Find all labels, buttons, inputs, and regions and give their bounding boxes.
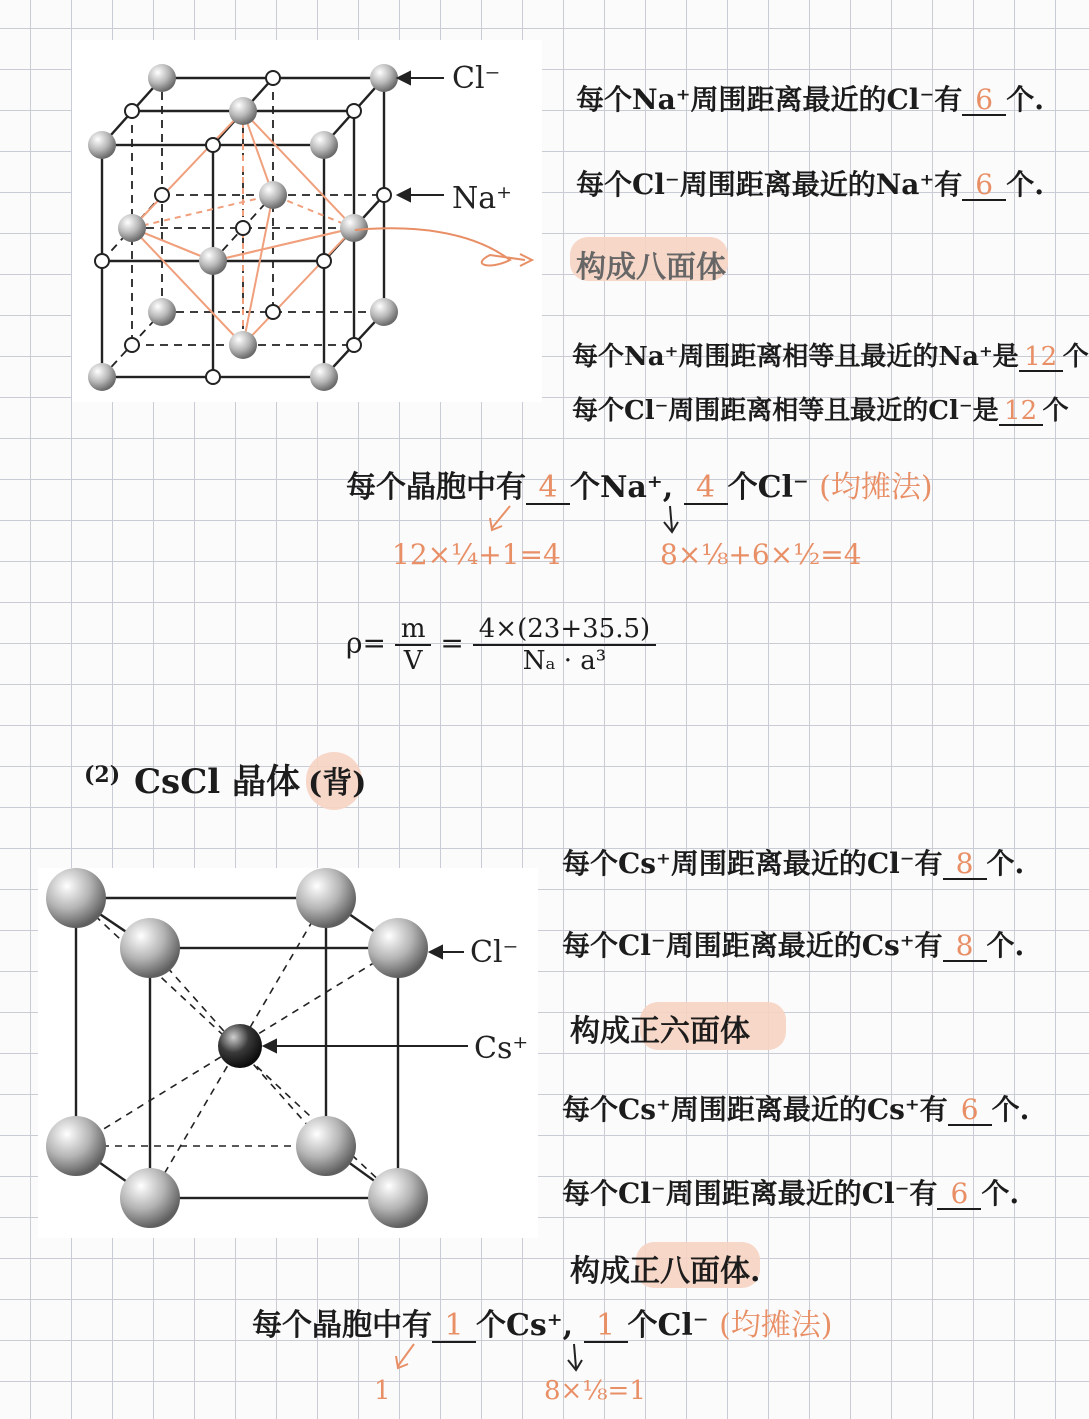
- nacl-cell-cl-answer: 4: [684, 473, 728, 505]
- cscl-q2-text: 每个Cl⁻周围距离最近的Cs⁺有: [562, 929, 943, 962]
- cscl-q1-answer: 8: [943, 850, 987, 880]
- density-denominator: Nₐ · a³: [522, 646, 607, 676]
- cscl-q1-text: 每个Cs⁺周围距离最近的Cl⁻有: [562, 847, 943, 880]
- cscl-cl-calculation: 8×⅛=1: [544, 1376, 646, 1406]
- cs-ion-label: Cs⁺: [474, 1031, 529, 1066]
- cscl-cell-cs-answer: 1: [432, 1311, 476, 1343]
- nacl-q2-suffix: 个.: [1006, 168, 1044, 201]
- nacl-cell-na-answer: 4: [526, 473, 570, 505]
- cscl-cs-calculation: 1: [374, 1376, 391, 1406]
- nacl-cl-calculation: 8×⅛+6×½=4: [660, 538, 862, 571]
- nacl-question-4: [572, 390, 1069, 427]
- cscl-crystal-figure: [38, 868, 538, 1238]
- density-m: m: [395, 614, 432, 646]
- cscl-cell-suffix: 个Cl⁻: [627, 1308, 709, 1343]
- nacl-q1-suffix: 个.: [1006, 83, 1044, 116]
- cscl-cell-mid: 个Cs⁺,: [476, 1308, 574, 1343]
- cscl-q1-suffix: 个.: [986, 847, 1025, 880]
- cscl-heading: CsCl 晶体: [134, 762, 301, 802]
- density-v: V: [403, 646, 423, 676]
- octahedron-pointer-arrow: [350, 220, 550, 280]
- nacl-shape-note: 构成八面体: [576, 250, 726, 285]
- cscl-question-3: [562, 1088, 1029, 1128]
- nacl-method-note: (均摊法): [819, 470, 933, 505]
- nacl-q4-suffix: 个: [1042, 396, 1069, 426]
- nacl-q2-answer: 6: [962, 171, 1006, 201]
- cscl-q4-text: 每个Cl⁻周围距离最近的Cl⁻有: [562, 1177, 938, 1210]
- nacl-question-2: [576, 163, 1044, 203]
- cscl-cell-cl-answer: 1: [584, 1311, 628, 1343]
- cscl-heading-tag: (背): [308, 766, 367, 801]
- cscl-unit-cell-diagram: [38, 868, 538, 1238]
- density-formula: [346, 614, 656, 676]
- cscl-calc-arrows: [390, 1340, 590, 1380]
- density-numerator: 4×(23+35.5): [473, 614, 656, 646]
- density-m-over-v: [395, 614, 432, 676]
- cscl-q3-suffix: 个.: [991, 1093, 1030, 1126]
- na-ion-label: Na⁺: [452, 181, 512, 216]
- cscl-q3-answer: 6: [948, 1096, 992, 1126]
- cscl-cl-ion-label: Cl⁻: [470, 935, 519, 970]
- nacl-q1-answer: 6: [962, 86, 1006, 116]
- nacl-q3-suffix: 个: [1062, 342, 1089, 372]
- nacl-q4-answer: 12: [999, 398, 1043, 426]
- cscl-method-note: (均摊法): [719, 1308, 833, 1343]
- cscl-cell-text: 每个晶胞中有: [252, 1308, 432, 1343]
- cscl-q3-text: 每个Cs⁺周围距离最近的Cs⁺有: [562, 1093, 948, 1126]
- cscl-q4-answer: 6: [937, 1180, 981, 1210]
- cscl-shape-note-1: 构成正六面体: [570, 1014, 750, 1049]
- nacl-calc-arrows: [480, 500, 680, 540]
- nacl-cell-suffix: 个Cl⁻: [727, 470, 809, 505]
- nacl-question-1: [576, 78, 1044, 118]
- nacl-q3-answer: 12: [1019, 344, 1063, 372]
- density-lhs: ρ=: [346, 626, 386, 660]
- nacl-na-calculation: 12×¼+1=4: [392, 538, 561, 571]
- nacl-q4-text: 每个Cl⁻周围距离相等且最近的Cl⁻是: [572, 396, 999, 426]
- cscl-cell-count: [252, 1300, 832, 1344]
- cscl-q2-answer: 8: [943, 932, 987, 962]
- cscl-shape-note-2: 构成正八面体.: [570, 1254, 761, 1289]
- cscl-question-2: [562, 924, 1024, 964]
- cscl-heading-number: (2): [84, 762, 121, 788]
- nacl-cell-text: 每个晶胞中有: [346, 470, 526, 505]
- cscl-q4-suffix: 个.: [981, 1177, 1020, 1210]
- nacl-q3-text: 每个Na⁺周围距离相等且最近的Na⁺是: [572, 342, 1019, 372]
- cscl-question-4: [562, 1172, 1019, 1212]
- density-equals: =: [440, 626, 464, 660]
- nacl-question-3: [572, 336, 1089, 373]
- density-fraction: [473, 614, 656, 676]
- nacl-cell-mid: 个Na⁺,: [570, 470, 674, 505]
- nacl-q1-text: 每个Na⁺周围距离最近的Cl⁻有: [576, 83, 963, 116]
- nacl-q2-text: 每个Cl⁻周围距离最近的Na⁺有: [576, 168, 963, 201]
- cscl-question-1: [562, 842, 1024, 882]
- cl-ion-label: Cl⁻: [452, 61, 501, 96]
- cscl-q2-suffix: 个.: [986, 929, 1025, 962]
